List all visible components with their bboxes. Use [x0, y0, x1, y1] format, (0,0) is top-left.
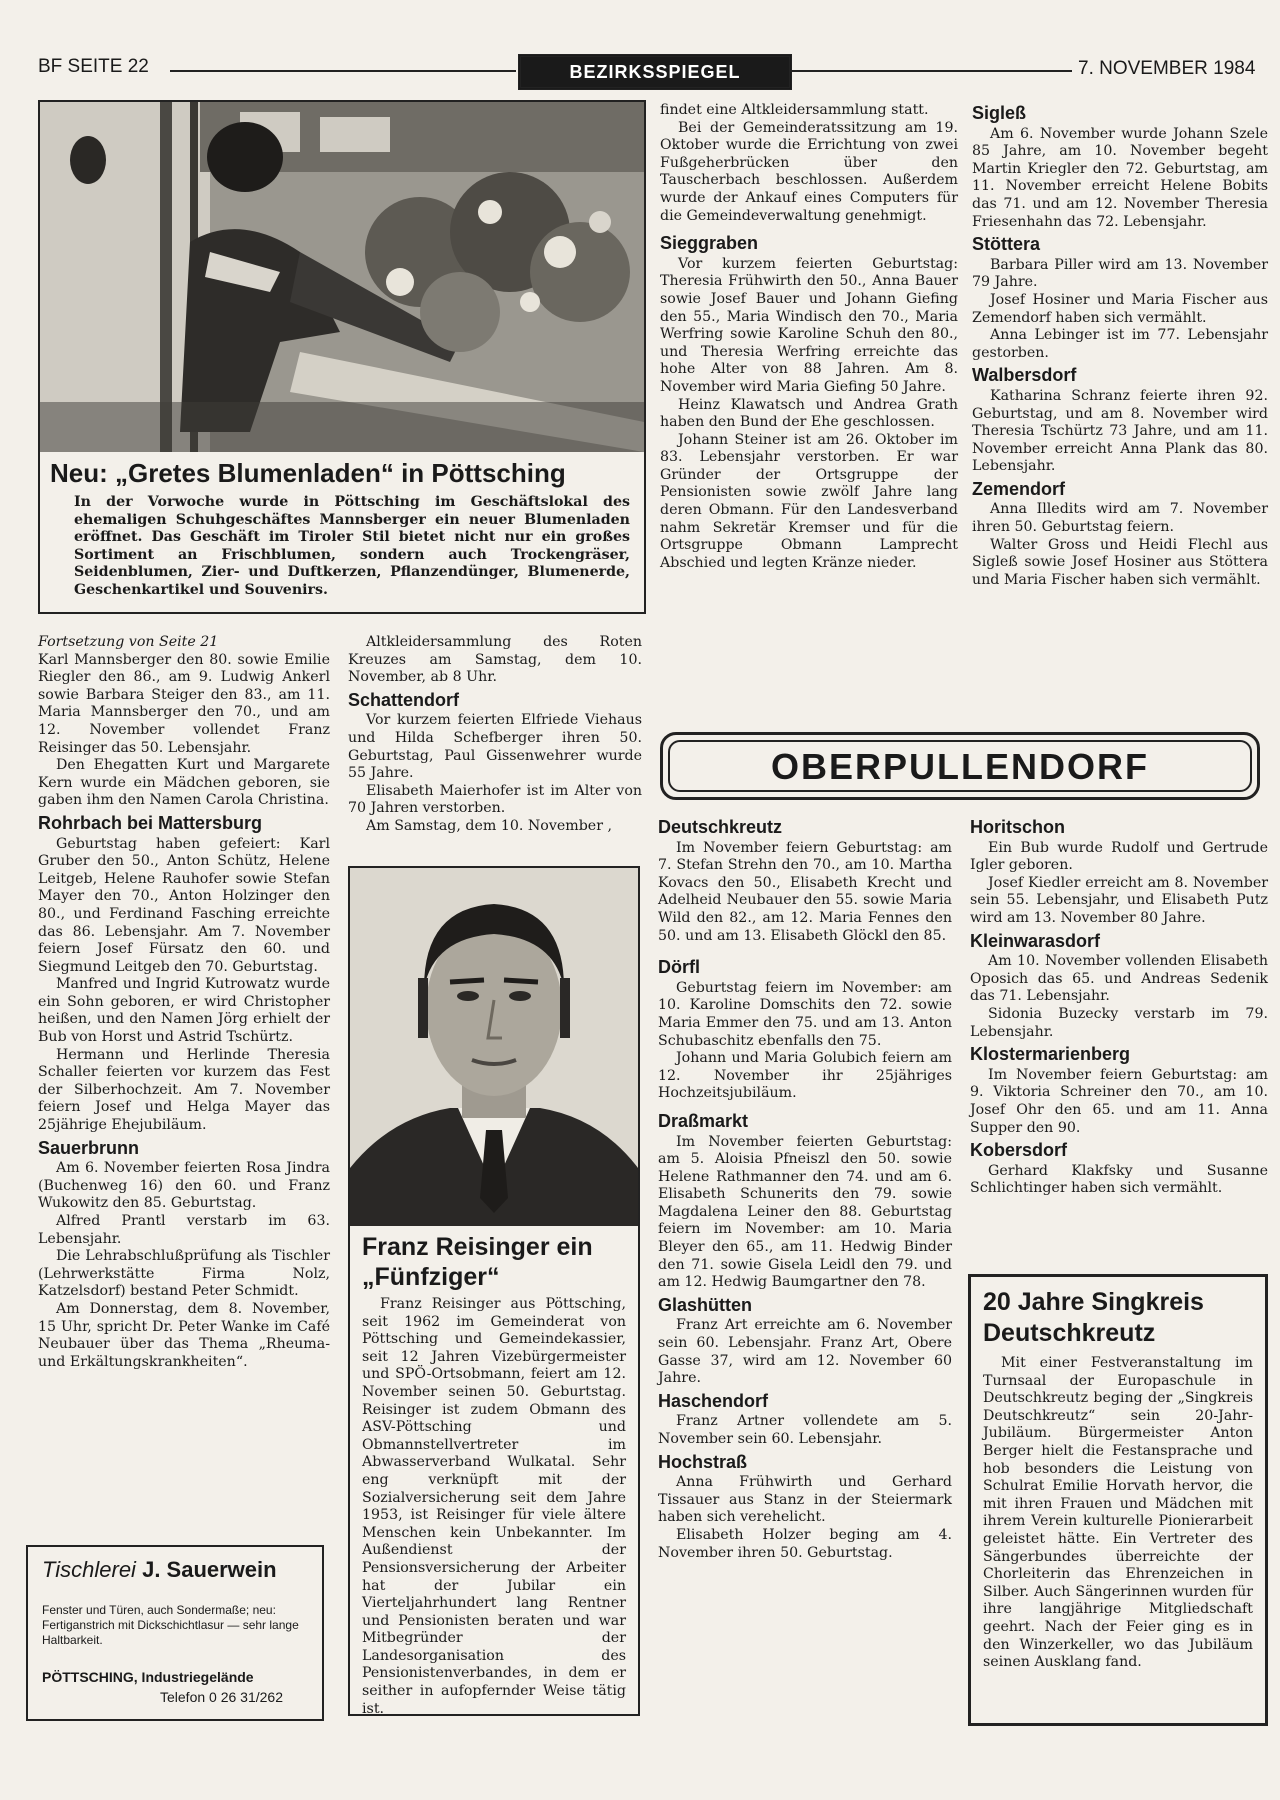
page-number: BF SEITE 22 — [38, 56, 149, 77]
heading-rohrbach: Rohrbach bei Mattersburg — [38, 812, 263, 833]
heading-sauerbrunn: Sauerbrunn — [38, 1137, 140, 1158]
column-1 — [38, 634, 330, 1371]
singkreis-paragraph: Mit einer Festveranstaltung im Turnsaal der Europaschule in Deutschkreutz beging der „Singkreis Deutschkreutz“ sein 20-Jahr-Jubiläum. Bürgermeister Anton Berger hielt die Festansprache und hob besonders die Leistung von Schulrat Emilie Horvath hervor, die mit ihren Frauen und Mädchen mit ihrem Verein kulturelle Pionierarbeit geleistet hätte. Ein Vertreter des Sängerbundes überreichte der Chorleiterin das Ehrenzeichen in Silber. Auch Sängerinnen wurden für ihre langjährige Mitgliedschaft geehrt. Nach der Feier ging es in den Winzerkeller, wo das Jubiläum seinen Ausklang fand. — [983, 1355, 1253, 1671]
flower-shop-article — [38, 452, 646, 614]
reisinger-headline: Franz Reisinger ein „Fünfziger“ — [362, 1233, 593, 1291]
col4-paragraph: Am 6. November wurde Johann Szele 85 Jahre, am 10. November begeht Martin Kriegler den 72. Geburtstag, am 11. November erreicht Helene Bobits das 71. und am 12. November Theresia Friesenhahn das 72. Lebensjahr. — [972, 125, 1268, 230]
heading-kleinwarasdorf: Kleinwarasdorf — [970, 930, 1101, 951]
col5-paragraph: Johann und Maria Golubich feiern am 12. November ihr 25jähriges Hochzeitsjubiläum. — [658, 1050, 952, 1102]
col2-paragraph: Vor kurzem feierten Elfriede Viehaus und Hilda Schefberger ihren 50. Geburtstag, Paul Gissenwehrer wurde 55 Jahre. — [348, 712, 642, 782]
col1-paragraph: Am Donnerstag, dem 8. November, 15 Uhr, spricht Dr. Peter Wanke im Café Neubauer über das Thema „Rheuma- und Erkältungskrankheiten“. — [38, 1300, 330, 1370]
col1-paragraph: Hermann und Herlinde Theresia Schaller feierten vor kurzem das Fest der Silberhochzeit. Am 7. November feiern Josef und Helga Mayer das 25jährige Ehejubiläum. — [38, 1046, 330, 1134]
col2-paragraph: Am Samstag, dem 10. November , — [366, 817, 612, 834]
flower-shop-headline: Neu: „Gretes Blumenladen“ in Pöttsching — [50, 458, 566, 488]
section-banner — [660, 732, 1260, 800]
ad-title — [42, 1557, 277, 1583]
singkreis-text — [983, 1355, 1253, 1672]
col4-paragraph: Barbara Piller wird am 13. November 79 Jahre. — [972, 256, 1268, 291]
col5-paragraph: Franz Artner vollendete am 5. November sein 60. Lebensjahr. — [658, 1413, 952, 1447]
heading-klostermarienberg: Klostermarienberg — [970, 1044, 1131, 1065]
col1-paragraph: Am 6. November feierten Rosa Jindra (Buchenweg 16) den 60. und Franz Wukowitz den 85. Geburtstag. — [38, 1160, 330, 1212]
col5-paragraph: Anna Frühwirth und Gerhard Tissauer aus Stanz in der Steiermark haben sich verehelicht. — [658, 1474, 952, 1526]
ad-phone: Telefon 0 26 31/262 — [160, 1689, 283, 1705]
heading-doerfl: Dörfl — [658, 957, 700, 978]
col5-paragraph: Im November feiern Geburtstag: am 7. Stefan Strehn den 70., am 10. Martha Kovacs den 50., Elisabeth Krecht und Adelheid Neubauer den 55. sowie Maria Wild den 82., am 12. Maria Fennes den 50. und am 13. Elisabeth Glöckl den 85. — [658, 839, 952, 944]
heading-walbersdorf: Walbersdorf — [972, 365, 1077, 386]
col6-paragraph: Josef Kiedler erreicht am 8. November sein 55. Lebensjahr, und Elisabeth Putz wird am 13. November 80 Jahre. — [970, 874, 1268, 926]
heading-haschendorf: Haschendorf — [658, 1390, 769, 1411]
col2-paragraph: Elisabeth Maierhofer ist im Alter von 70 Jahren verstorben. — [348, 782, 642, 817]
col5-paragraph: Franz Art erreichte am 6. November sein 60. Lebensjahr. Franz Art, Obere Gasse 37, wird am 12. November 60 Jahre. — [658, 1317, 952, 1387]
col5-paragraph: Im November feierten Geburtstag: am 5. Aloisia Pfneiszl den 50. sowie Helene Rathmanner den 74. und am 6. Elisabeth Schunerits den 79. sowie Magdalena Leiner den 88. Geburtstag feiern im November: am 10. Maria Bleyer den 65., am 11. Hedwig Binder den 71. sowie Gisela Leidl den 79. und am 12. Hedwig Baumgartner den 78. — [658, 1133, 952, 1291]
ad-title-italic: Tischlerei — [42, 1557, 136, 1582]
col1-paragraph: Den Ehegatten Kurt und Margarete Kern wurde ein Mädchen geboren, sie gaben ihm den Namen Carola Christina. — [38, 757, 330, 809]
masthead: BEZIRKSSPIEGEL — [518, 54, 792, 90]
ad-text: Fenster und Türen, auch Sondermaße; neu: Fertiganstrich mit Dickschichtlasur — sehr lange Haltbarkeit. — [42, 1603, 299, 1647]
header-rule-right — [790, 70, 1072, 72]
col5-paragraph: Geburtstag feiern im November: am 10. Karoline Domschits den 72. sowie Maria Emmer den 75. und am 13. Anton Schubaschitz ebenfalls den 75. — [658, 979, 952, 1049]
col1-paragraph: Die Lehrabschlußprüfung als Tischler (Lehrwerkstätte Firma Nolz, Katzelsdorf) bestand Peter Schmidt. — [38, 1248, 330, 1300]
col6-paragraph: Ein Bub wurde Rudolf und Gertrude Igler geboren. — [970, 839, 1268, 874]
col3-paragraph: Heinz Klawatsch und Andrea Grath haben den Bund der Ehe geschlossen. — [660, 396, 958, 431]
col3-paragraph: Vor kurzem feierten Geburtstag: Theresia Frühwirth den 50., Anna Bauer sowie Josef Bauer und Johann Giefing den 55., Maria Windisch den 70., Maria Werfring sowie Karoline Schuh den 80., und Theresia Werfring erreichte das hohe Alter von 88 Jahren. Am 8. November wird Maria Giefing 50 Jahre. — [660, 255, 958, 395]
col4-paragraph: Josef Hosiner und Maria Fischer aus Zemendorf haben sich vermählt. — [972, 291, 1268, 326]
col4-paragraph: Katharina Schranz feierte ihren 92. Geburtstag, und am 8. November wird Theresia Tschürtz 73 Jahre, und am 11. November erreicht Anna Plank das 80. Lebensjahr. — [972, 387, 1268, 475]
heading-stoettera: Stöttera — [972, 234, 1041, 255]
col5-paragraph: Elisabeth Holzer beging am 4. November ihren 50. Geburtstag. — [658, 1526, 952, 1561]
col6-paragraph: Gerhard Klakfsky und Susanne Schlichtinger haben sich vermählt. — [970, 1162, 1268, 1197]
column-3 — [660, 102, 958, 572]
heading-sieggraben: Sieggraben — [660, 233, 759, 254]
col3-paragraph: Johann Steiner ist am 26. Oktober im 83. Lebensjahr verstorben. Er war Gründer der Ortsgruppe der Pensionisten sowie zwölf Jahre lang deren Obmann. Für den Landesverband nahm Sekretär Kremser und für die Ortsgruppe Obmann Lamprecht Abschied und legten Kränze nieder. — [660, 431, 958, 571]
ad-location: PÖTTSCHING, Industriegelände — [42, 1669, 254, 1685]
col4-paragraph: Anna Lebinger ist im 77. Lebensjahr gestorben. — [972, 327, 1268, 361]
col1-paragraph: Karl Mannsberger den 80. sowie Emilie Riegler den 86., am 9. Ludwig Ankerl sowie Barbara Steiger den 83., am 11. Maria Mannsberger den 70., und am 12. November vollendet Franz Reisinger das 50. Lebensjahr. — [38, 651, 330, 756]
continuation-note: Fortsetzung von Seite 21 — [38, 634, 219, 650]
col6-paragraph: Im November feiern Geburtstag: am 9. Viktoria Schreiner den 70., am 10. Josef Ohr den 65. und am 11. Anna Supper den 90. — [970, 1066, 1268, 1136]
column-5 — [658, 814, 952, 1562]
issue-date: 7. NOVEMBER 1984 — [1078, 58, 1256, 79]
singkreis-article — [968, 1274, 1268, 1726]
col1-paragraph: Geburtstag haben gefeiert: Karl Gruber den 50., Anton Schütz, Helene Leitgeb, Helene Rauhofer sowie Stefan Mayer den 70., Anton Holzinger den 80., und Ferdinand Fasching erreichte das 86. Lebensjahr. Am 7. November feiern Josef Fürsatz den 60. und Siegmund Leitgeb den 70. Geburtstag. — [38, 835, 330, 975]
carpentry-ad — [26, 1545, 324, 1721]
heading-zemendorf: Zemendorf — [972, 478, 1066, 499]
col1-paragraph: Alfred Prantl verstarb im 63. Lebensjahr. — [38, 1213, 330, 1247]
reisinger-text — [362, 1296, 626, 1718]
flower-shop-caption: In der Vorwoche wurde in Pöttsching im Geschäftslokal des ehemaligen Schuhgeschäftes Mannsberger ein neuer Blumenladen eröffnet. Das Geschäft im Tiroler Stil bietet nicht nur ein großes Sortiment an Frischblumen, sondern auch Trockengräser, Seidenblumen, Zier- und Duftkerzen, Pflanzendünger, Blumenerde, Geschenkartikel und Souvenirs. — [74, 494, 630, 598]
singkreis-headline: 20 Jahre Singkreis Deutschkreutz — [983, 1288, 1204, 1347]
col3-paragraph: Bei der Gemeinderatssitzung am 19. Oktober wurde die Errichtung von zwei Fußgeherbrücken über den Tauscherbach beschlossen. Außerdem wurde der Ankauf eines Computers für die Gemeindeverwaltung genehmigt. — [660, 119, 958, 224]
col6-paragraph: Am 10. November vollenden Elisabeth Oposich das 65. und Andreas Sedenik das 71. Lebensjahr. — [970, 953, 1268, 1005]
col4-paragraph: Anna Illedits wird am 7. November ihren 50. Geburtstag feiern. — [972, 501, 1268, 536]
heading-schattendorf: Schattendorf — [348, 689, 460, 710]
col3-paragraph: findet eine Altkleidersammlung statt. — [660, 102, 929, 118]
section-banner-inner — [668, 740, 1252, 792]
reisinger-portrait — [348, 866, 640, 1230]
reisinger-paragraph: Franz Reisinger aus Pöttsching, seit 1962 im Gemeinderat von Pöttsching und Gemeindekassier, seit 12 Jahren Vizebürgermeister und SPÖ-Ortsobmann, feiert am 12. November seinen 50. Geburtstag. Reisinger ist zudem Obmann des ASV-Pöttsching und Obmannstellvertreter im Abwasserverband Wulkatal. Sehr eng verknüpft mit der Sozialversicherung seit dem Jahre 1953, ist Reisinger für viele ältere Menschen kein Unbekannter. Im Außendienst der Pensionsversicherung der Arbeiter hat der Jubilar ein Vierteljahrhundert lang Rentner und Pensionisten beraten und war Mitbegründer der Landesorganisation des Pensionistenverbandes, in dem er seither in aufopfernder Weise tätig ist. — [362, 1296, 626, 1717]
column-4 — [972, 100, 1268, 589]
col1-paragraph: Manfred und Ingrid Kutrowatz wurde ein Sohn geboren, er wird Christopher heißen, und den Namen Jörg erhielt der Bub von Horst und Astrid Tschürtz. — [38, 976, 330, 1046]
heading-deutschkreutz: Deutschkreutz — [658, 817, 783, 837]
flower-shop-photo — [38, 100, 646, 454]
portrait-illustration — [350, 868, 638, 1228]
reisinger-article — [348, 1226, 640, 1716]
heading-sigless: Sigleß — [972, 103, 1027, 123]
ad-title-bold: J. Sauerwein — [142, 1557, 277, 1582]
col2-paragraph: Altkleidersammlung des Roten Kreuzes am Samstag, dem 10. November, ab 8 Uhr. — [348, 634, 642, 686]
heading-horitschon: Horitschon — [970, 817, 1066, 837]
flower-shop-illustration — [40, 102, 644, 452]
column-2 — [348, 634, 642, 836]
col6-paragraph: Sidonia Buzecky verstarb im 79. Lebensjahr. — [970, 1005, 1268, 1040]
heading-kobersdorf: Kobersdorf — [970, 1140, 1068, 1161]
section-banner-title: OBERPULLENDORF — [771, 746, 1149, 787]
col4-paragraph: Walter Gross und Heidi Flechl aus Sigleß sowie Josef Hosiner aus Stöttera und Maria Fischer haben sich vermählt. — [972, 536, 1268, 588]
heading-glashuetten: Glashütten — [658, 1294, 753, 1315]
heading-hochstrass: Hochstraß — [658, 1451, 748, 1472]
header-rule-left — [170, 70, 516, 72]
heading-drassmarkt: Draßmarkt — [658, 1110, 749, 1131]
column-6 — [970, 814, 1268, 1198]
